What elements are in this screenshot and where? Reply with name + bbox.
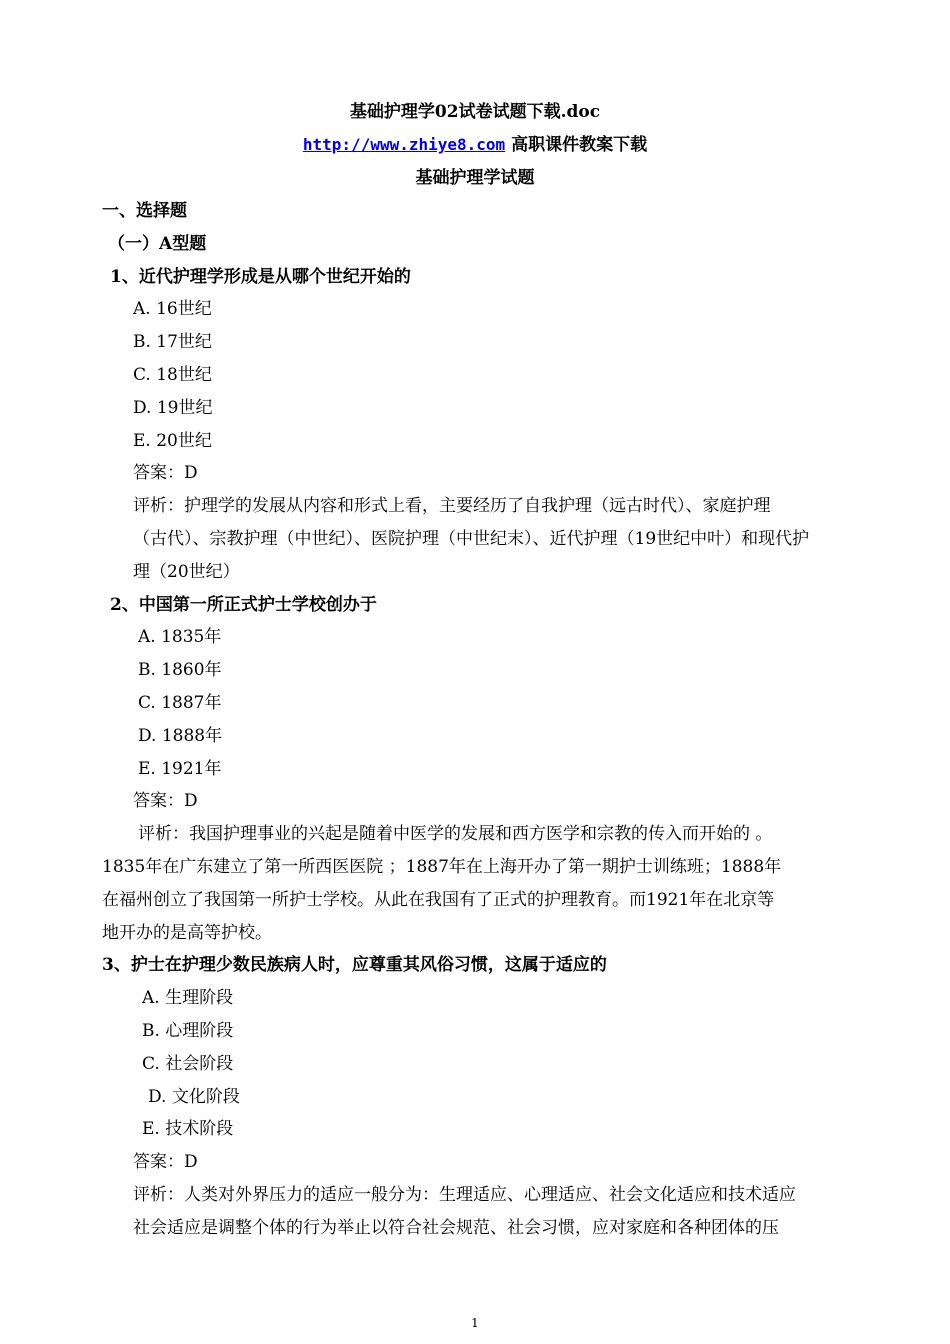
header-link-suffix: 高职课件教案下载: [505, 135, 648, 155]
question-3-option-b: B. 心理阶段: [142, 1021, 234, 1041]
question-1-option-a: A. 16世纪: [133, 299, 212, 319]
question-1-option-e: E. 20世纪: [133, 431, 212, 451]
question-3-stem: 3、护士在护理少数民族病人时，应尊重其风俗习惯，这属于适应的: [102, 955, 607, 975]
question-1-analysis-line: 理（20世纪）: [133, 562, 240, 582]
document-title: 基础护理学02试卷试题下载.doc: [349, 102, 601, 122]
question-2-option-e: E. 1921年: [138, 759, 222, 779]
document-subtitle: 基础护理学试题: [415, 168, 535, 188]
website-link[interactable]: http://www.zhiye8.com: [302, 135, 506, 154]
question-1-option-d: D. 19世纪: [133, 398, 213, 418]
question-3-option-e: E. 技术阶段: [142, 1119, 234, 1139]
question-2-answer: 答案：D: [133, 791, 198, 811]
question-1-option-b: B. 17世纪: [133, 332, 212, 352]
section-title: 一、选择题: [102, 201, 187, 221]
question-3-analysis-line: 社会适应是调整个体的行为举止以符合社会规范、社会习惯，应对家庭和各种团体的压: [133, 1218, 779, 1238]
question-1-stem: 1、近代护理学形成是从哪个世纪开始的: [110, 267, 411, 287]
header-link-line: [0, 134, 950, 156]
question-2-option-d: D. 1888年: [138, 726, 223, 746]
question-3-option-d: D. 文化阶段: [148, 1087, 240, 1107]
question-2-analysis-line: 地开办的是高等护校。: [102, 923, 272, 943]
question-1-answer: 答案：D: [133, 463, 198, 483]
page-number: 1: [471, 1316, 479, 1330]
question-1-analysis-line: （古代）、宗教护理（中世纪）、医院护理（中世纪末）、近代护理（19世纪中叶）和现代护: [133, 529, 810, 549]
question-1-analysis-line: 评析：护理学的发展从内容和形式上看，主要经历了自我护理（远古时代）、家庭护理: [133, 496, 771, 516]
question-2-analysis-line: 评析：我国护理事业的兴起是随着中医学的发展和西方医学和宗教的传入而开始的 。: [138, 824, 773, 844]
question-2-option-c: C. 1887年: [138, 693, 222, 713]
question-1-option-c: C. 18世纪: [133, 365, 212, 385]
question-2-option-b: B. 1860年: [138, 660, 222, 680]
question-2-option-a: A. 1835年: [138, 627, 222, 647]
question-2-analysis-line: 1835年在广东建立了第一所西医医院 ；1887年在上海开办了第一期护士训练班；1888年: [102, 857, 782, 877]
question-3-option-c: C. 社会阶段: [142, 1054, 234, 1074]
question-3-analysis-line: 评析：人类对外界压力的适应一般分为：生理适应、心理适应、社会文化适应和技术适应: [133, 1185, 796, 1205]
question-2-stem: 2、中国第一所正式护士学校创办于: [110, 595, 377, 615]
subsection-title: （一）A型题: [108, 234, 207, 254]
question-2-analysis-line: 在福州创立了我国第一所护士学校。从此在我国有了正式的护理教育。而1921年在北京等: [102, 890, 775, 910]
question-3-answer: 答案：D: [133, 1152, 198, 1172]
question-3-option-a: A. 生理阶段: [142, 988, 234, 1008]
